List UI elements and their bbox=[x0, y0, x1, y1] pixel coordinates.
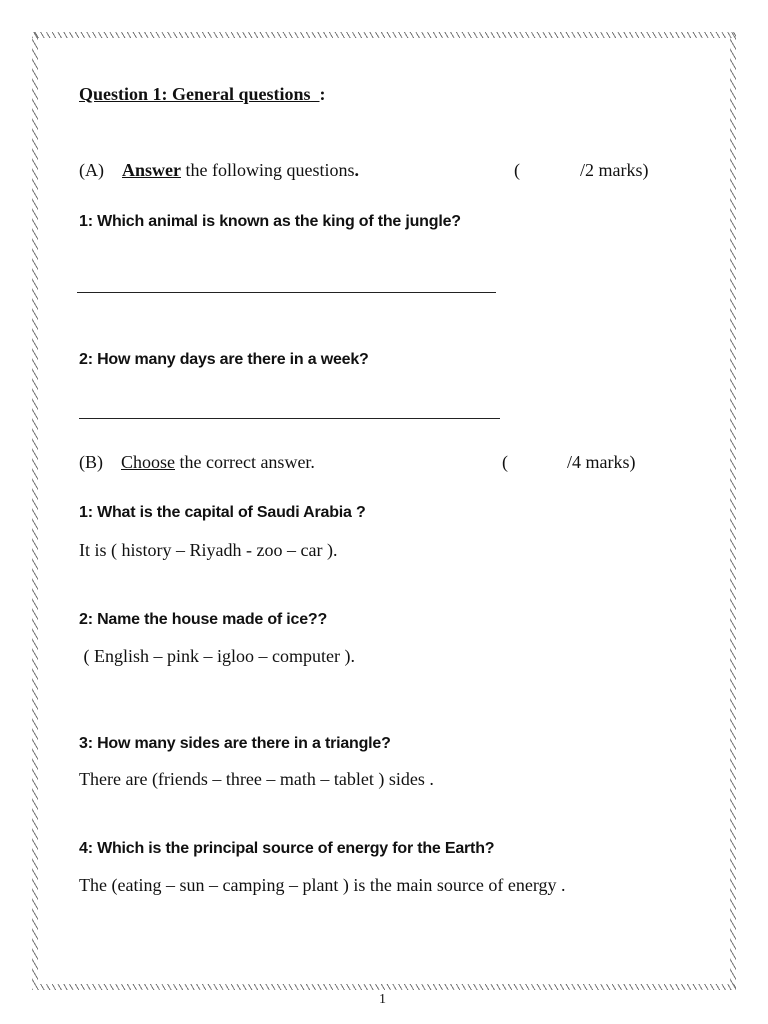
border-top bbox=[32, 32, 736, 38]
section-b-marks: /4 marks) bbox=[567, 452, 636, 472]
border-left bbox=[32, 32, 38, 990]
section-b-rest: the correct answer. bbox=[179, 452, 315, 472]
section-a-rest: the following questions bbox=[185, 160, 355, 180]
page-title bbox=[79, 84, 326, 105]
section-a-heading bbox=[79, 160, 359, 181]
section-a-letter: (A) bbox=[79, 160, 104, 180]
section-b-heading bbox=[79, 452, 315, 473]
section-b-letter: (B) bbox=[79, 452, 103, 472]
options-b2: ( English – pink – igloo – computer ). bbox=[79, 646, 355, 666]
options-b1: It is ( history – Riyadh - zoo – car ). bbox=[79, 540, 338, 560]
border-right bbox=[730, 32, 736, 990]
section-b-verb: Choose bbox=[121, 452, 175, 472]
title-colon: : bbox=[319, 84, 326, 104]
question-b1: 1: What is the capital of Saudi Arabia ? bbox=[79, 504, 366, 521]
answer-line-a1[interactable] bbox=[77, 292, 496, 293]
page-number: 1 bbox=[379, 992, 386, 1007]
section-a-period: . bbox=[354, 160, 359, 180]
question-b2: 2: Name the house made of ice?? bbox=[79, 611, 328, 628]
border-bottom bbox=[32, 984, 736, 990]
question-a1: 1: Which animal is known as the king of the jungle? bbox=[79, 213, 461, 230]
answer-line-a2[interactable] bbox=[79, 418, 500, 419]
title-text: Question 1: General questions bbox=[79, 84, 311, 104]
options-b3: There are (friends – three – math – tablet ) sides . bbox=[79, 769, 434, 789]
question-b4: 4: Which is the principal source of energy for the Earth? bbox=[79, 840, 495, 857]
question-a2: 2: How many days are there in a week? bbox=[79, 351, 369, 368]
question-b3: 3: How many sides are there in a triangle? bbox=[79, 735, 391, 752]
section-a-open-paren: ( bbox=[514, 160, 520, 180]
section-a-verb: Answer bbox=[122, 160, 181, 180]
section-b-open-paren: ( bbox=[502, 452, 508, 472]
options-b4: The (eating – sun – camping – plant ) is the main source of energy . bbox=[79, 875, 566, 895]
section-a-marks: /2 marks) bbox=[580, 160, 649, 180]
